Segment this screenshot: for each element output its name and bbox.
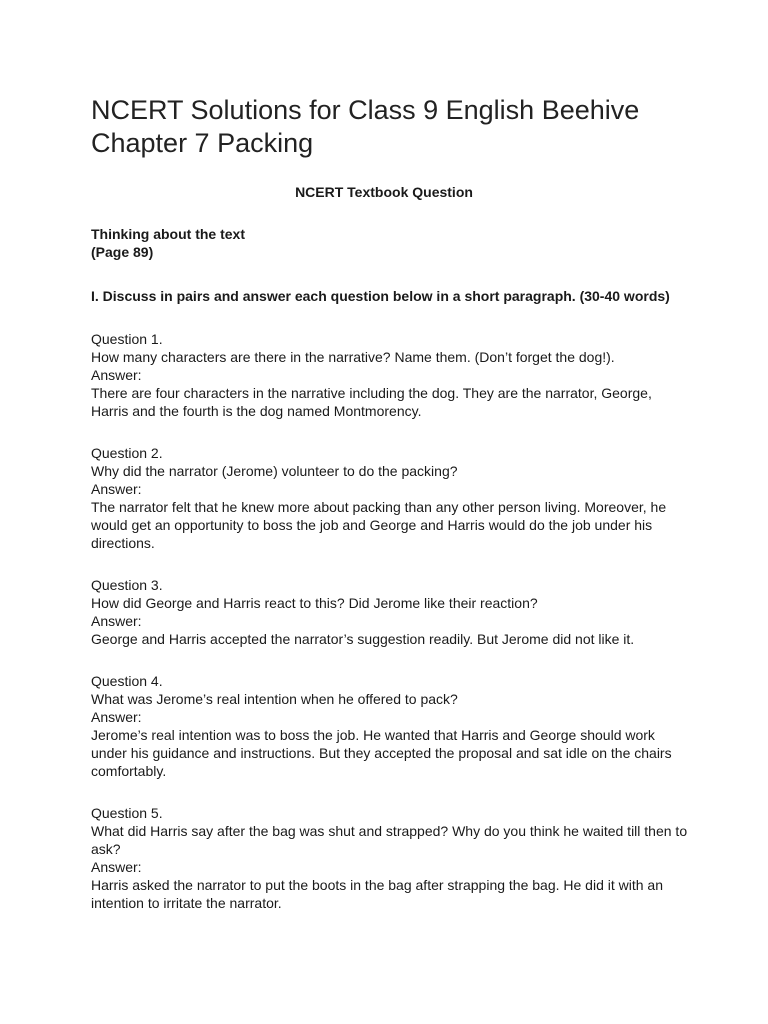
answer-text: The narrator felt that he knew more about packing than any other person living. Moreover, he would get an opportunity to boss the job and George and Harris would do the job under his directions. (91, 499, 667, 551)
thinking-heading: Thinking about the text (91, 226, 245, 242)
instruction-text: I. Discuss in pairs and answer each question below in a short paragraph. (30-40 words) (91, 288, 670, 304)
answer-label: Answer: (91, 709, 142, 725)
question-text: How did George and Harris react to this? Did Jerome like their reaction? (91, 595, 538, 611)
question-label: Question 3. (91, 577, 163, 593)
question-item-2 (91, 444, 691, 552)
question-item-5 (91, 804, 691, 912)
section-heading: NCERT Textbook Question (295, 184, 473, 200)
question-label: Question 1. (91, 331, 163, 347)
answer-text: There are four characters in the narrative including the dog. They are the narrator, George, Harris and the fourth is the dog named Montmorency. (91, 385, 652, 419)
answer-label: Answer: (91, 613, 142, 629)
page-title (91, 94, 691, 160)
title-line-1: NCERT Solutions for Class 9 English Beehive (91, 95, 640, 125)
question-text: How many characters are there in the narrative? Name them. (Don’t forget the dog!). (91, 349, 615, 365)
question-text: Why did the narrator (Jerome) volunteer to do the packing? (91, 463, 458, 479)
question-item-3 (91, 576, 691, 648)
question-text: What was Jerome’s real intention when he offered to pack? (91, 691, 458, 707)
question-text: What did Harris say after the bag was shut and strapped? Why do you think he waited till then to ask? (91, 823, 688, 857)
answer-label: Answer: (91, 859, 142, 875)
question-label: Question 2. (91, 445, 163, 461)
question-label: Question 4. (91, 673, 163, 689)
title-line-2: Chapter 7 Packing (91, 128, 314, 158)
page-reference: (Page 89) (91, 244, 154, 260)
answer-label: Answer: (91, 481, 142, 497)
question-list (91, 330, 691, 912)
question-label: Question 5. (91, 805, 163, 821)
answer-text: Harris asked the narrator to put the boots in the bag after strapping the bag. He did it with an intention to irritate the narrator. (91, 877, 664, 911)
question-item-4 (91, 672, 691, 780)
thinking-heading-block (91, 225, 691, 261)
document-page (91, 94, 691, 936)
question-item-1 (91, 330, 691, 420)
answer-label: Answer: (91, 367, 142, 383)
answer-text: George and Harris accepted the narrator’s suggestion readily. But Jerome did not like it. (91, 631, 635, 647)
answer-text: Jerome’s real intention was to boss the job. He wanted that Harris and George should work under his guidance and instructions. But they accepted the proposal and sat idle on the chairs comfortably. (91, 727, 672, 779)
